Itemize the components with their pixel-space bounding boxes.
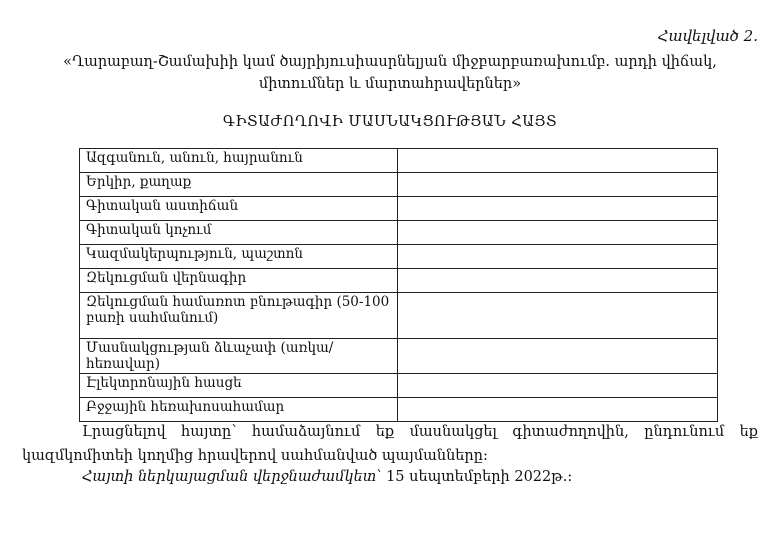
table-row — [80, 398, 718, 422]
row-value-full-name[interactable] — [398, 149, 718, 173]
consent-note: Լրացնելով հայտը՝ համաձայնում եք մասնակցել գիտաժողովին, ընդունում եք կազմկոմիտեի կողմից հրավերով սահմանված պայմանները: — [22, 424, 758, 464]
table-row — [80, 245, 718, 269]
row-value-report-title[interactable] — [398, 269, 718, 293]
row-label-academic-degree: Գիտական աստիճան — [80, 197, 398, 221]
row-value-academic-title[interactable] — [398, 221, 718, 245]
table-row — [80, 197, 718, 221]
row-label-country-city: Երկիր, քաղաք — [80, 173, 398, 197]
table-row — [80, 149, 718, 173]
row-value-report-abstract[interactable] — [398, 293, 718, 339]
row-value-organization[interactable] — [398, 245, 718, 269]
application-table — [79, 148, 718, 422]
row-label-email: Էլեկտրոնային հասցե — [80, 374, 398, 398]
table-row — [80, 269, 718, 293]
row-label-report-title: Զեկուցման վերնագիր — [80, 269, 398, 293]
row-label-academic-title: Գիտական կոչում — [80, 221, 398, 245]
row-label-mobile-phone: Բջջային հեռախոսահամար — [80, 398, 398, 422]
row-label-report-abstract: Զեկուցման համառոտ բնութագիր (50-100 բառի սահմանում) — [80, 293, 398, 339]
row-value-academic-degree[interactable] — [398, 197, 718, 221]
row-label-organization: Կազմակերպություն, պաշտոն — [80, 245, 398, 269]
table-row — [80, 173, 718, 197]
row-label-full-name: Ազգանուն, անուն, հայրանուն — [80, 149, 398, 173]
table-row — [80, 221, 718, 245]
deadline — [82, 469, 572, 485]
row-label-participation-format: Մասնակցության ձևաչափ (առկա/հեռավար) — [80, 339, 398, 374]
row-value-mobile-phone[interactable] — [398, 398, 718, 422]
row-value-email[interactable] — [398, 374, 718, 398]
conference-subtitle: «Ղարաբաղ-Շամախիի կամ ծայրիյուսիասրնելյան միջբարբառախումբ. արդի վիճակ, միտումներ և մարտահրավերներ» — [63, 54, 717, 92]
table-row — [80, 374, 718, 398]
table-row — [80, 339, 718, 374]
row-value-country-city[interactable] — [398, 173, 718, 197]
form-title: ԳԻՏԱԺՈՂՈՎԻ ՄԱՍՆԱԿՑՈՒԹՅԱՆ ՀԱՅՏ — [222, 114, 558, 130]
deadline-date: 15 սեպտեմբերի 2022թ.: — [386, 469, 573, 485]
table-row — [80, 293, 718, 339]
row-value-participation-format[interactable] — [398, 339, 718, 374]
deadline-label: Հայտի ներկայացման վերջնաժամկետ՝ — [82, 469, 387, 485]
appendix-number: Հավելված 2. — [657, 27, 758, 45]
